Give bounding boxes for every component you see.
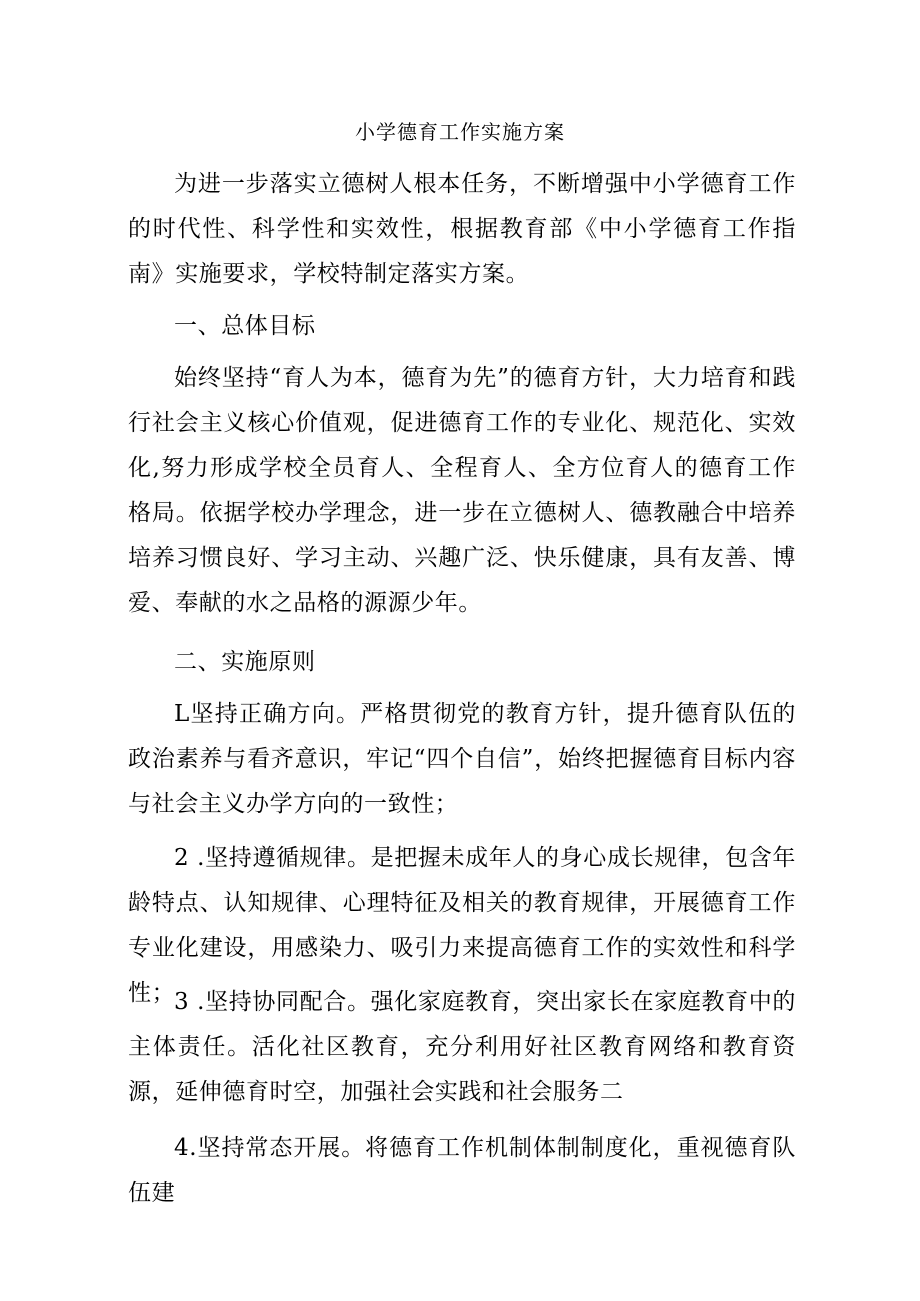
document-title: 小学德育工作实施方案	[355, 120, 565, 144]
principle-paragraph-3: 3 .坚持协同配合。强化家庭教育，突出家长在家庭教育中的主体责任。活化社区教育，充分利用好社区教育网络和教育资源，延伸德育时空，加强社会实践和社会服务二	[128, 989, 796, 1105]
intro-paragraph: 为进一步落实立德树人根本任务，不断增强中小学德育工作的时代性、科学性和实效性，根据教育部《中小学德育工作指南》实施要求，学校特制定落实方案。	[128, 171, 796, 287]
principle-paragraph-2: 2 .坚持遵循规律。是把握未成年人的身心成长规律，包含年龄特点、认知规律、心理特征及相关的教育规律，开展德育工作专业化建设，用感染力、吸引力来提高德育工作的实效性和科学性；	[128, 845, 796, 1006]
principle-paragraph-1: L坚持正确方向。严格贯彻党的教育方针，提升德育队伍的政治素养与看齐意识，牢记“四个自信”，始终把握德育目标内容与社会主义办学方向的一致性；	[128, 701, 796, 817]
principle-paragraph-4: 4.坚持常态开展。将德育工作机制体制制度化，重视德育队伍建	[128, 1135, 796, 1206]
section-heading-principles: 二、实施原则	[174, 649, 316, 675]
overall-goal-paragraph: 始终坚持“育人为本，德育为先”的德育方针，大力培育和践行社会主义核心价值观，促进德育工作的专业化、规范化、实效化,努力形成学校全员育人、全程育人、全方位育人的德育工作格局。依据学校办学理念，进一步在立德树人、德教融合中培养培养习惯良好、学习主动、兴趣广泛、快乐健康，具有友善、博爱、奉献的水之品格的源源少年。	[128, 365, 796, 616]
section-heading-overall-goal: 一、总体目标	[174, 313, 316, 339]
